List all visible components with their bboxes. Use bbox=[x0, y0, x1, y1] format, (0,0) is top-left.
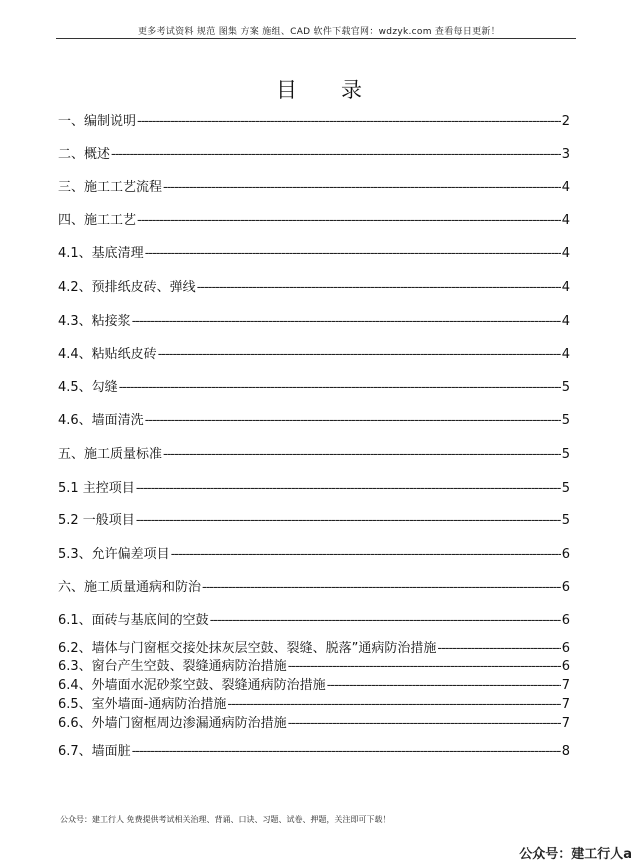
toc-entry-page: 6 bbox=[561, 659, 570, 674]
toc-entry-page: 4 bbox=[561, 280, 570, 295]
toc-entry-page: 2 bbox=[561, 114, 570, 129]
toc-entry[interactable] bbox=[58, 640, 570, 658]
toc-entry[interactable] bbox=[58, 279, 570, 297]
toc-entry-page: 5 bbox=[561, 380, 570, 395]
toc-entry[interactable] bbox=[58, 696, 570, 714]
toc-entry-page: 5 bbox=[561, 413, 570, 428]
toc-entry-label: 5.3、允许偏差项目 bbox=[58, 547, 170, 562]
toc-entry[interactable] bbox=[58, 546, 570, 564]
toc-entry-label: 4.4、粘贴纸皮砖 bbox=[58, 347, 157, 362]
toc-entry-page: 7 bbox=[561, 697, 570, 712]
toc-dot-leader bbox=[227, 696, 560, 714]
toc-entry-label: 6.5、室外墙面-通病防治措施 bbox=[58, 697, 227, 712]
toc-entry-label: 4.3、粘接浆 bbox=[58, 314, 131, 329]
toc-dot-leader bbox=[132, 313, 561, 331]
toc-entry[interactable] bbox=[58, 579, 570, 597]
toc-entry-page: 5 bbox=[561, 513, 570, 528]
toc-entry-page: 6 bbox=[561, 547, 570, 562]
toc-entry-label: 6.7、墙面脏 bbox=[58, 744, 131, 759]
toc-dot-leader bbox=[137, 212, 561, 230]
toc-dot-leader bbox=[197, 279, 561, 297]
toc-entry-page: 7 bbox=[561, 678, 570, 693]
toc-entry-page: 7 bbox=[561, 716, 570, 731]
toc-dot-leader bbox=[137, 113, 561, 131]
toc-entry-label: 二、概述 bbox=[58, 147, 111, 162]
toc-entry-label: 四、施工工艺 bbox=[58, 213, 137, 228]
toc-entry[interactable] bbox=[58, 113, 570, 131]
toc-entry[interactable] bbox=[58, 658, 570, 676]
toc-entry-page: 4 bbox=[561, 314, 570, 329]
toc-entry[interactable] bbox=[58, 146, 570, 164]
toc-entry[interactable] bbox=[58, 512, 570, 530]
toc-entry-label: 4.2、预排纸皮砖、弹线 bbox=[58, 280, 196, 295]
toc-entry-label: 5.1 主控项目 bbox=[58, 481, 135, 496]
toc-dot-leader bbox=[136, 512, 561, 530]
toc-entry-page: 5 bbox=[561, 481, 570, 496]
toc-entry-page: 4 bbox=[561, 180, 570, 195]
toc-entry[interactable] bbox=[58, 446, 570, 464]
page-header-text: 更多考试资料 规范 图集 方案 施组、CAD 软件下载官网：wdzyk.com 查看每日更新！ bbox=[137, 27, 501, 37]
toc-dot-leader bbox=[163, 179, 561, 197]
toc-dot-leader bbox=[111, 146, 561, 164]
toc-entry-label: 六、施工质量通病和防治 bbox=[58, 580, 202, 595]
toc-entry[interactable] bbox=[58, 677, 570, 695]
toc-entry-label: 6.3、窗台产生空鼓、裂缝通病防治措施 bbox=[58, 659, 287, 674]
toc-dot-leader bbox=[158, 346, 561, 364]
toc-dot-leader bbox=[119, 379, 561, 397]
toc-entry-label: 6.2、墙体与门窗框交接处抹灰层空鼓、裂缝、脱落”通病防治措施 bbox=[58, 641, 437, 656]
toc-entry-label: 4.6、墙面清洗 bbox=[58, 413, 144, 428]
toc-entry-page: 6 bbox=[561, 580, 570, 595]
toc-entry[interactable] bbox=[58, 612, 570, 630]
toc-entry[interactable] bbox=[58, 715, 570, 733]
toc-entry[interactable] bbox=[58, 743, 570, 761]
toc-dot-leader bbox=[145, 412, 561, 430]
toc-entry-page: 6 bbox=[561, 641, 570, 656]
toc-dot-leader bbox=[132, 743, 561, 761]
toc-entry-label: 6.6、外墙门窗框周边渗漏通病防治措施 bbox=[58, 716, 287, 731]
toc-entry[interactable] bbox=[58, 379, 570, 397]
toc-entry[interactable] bbox=[58, 480, 570, 498]
toc-entry[interactable] bbox=[58, 179, 570, 197]
toc-entry[interactable] bbox=[58, 313, 570, 331]
toc-dot-leader bbox=[202, 579, 561, 597]
toc-dot-leader bbox=[210, 612, 561, 630]
toc-entry[interactable] bbox=[58, 412, 570, 430]
toc-entry-label: 三、施工工艺流程 bbox=[58, 180, 163, 195]
title-char-2: 录 bbox=[341, 78, 362, 102]
toc-entry-label: 6.1、面砖与基底间的空鼓 bbox=[58, 613, 209, 628]
toc-entry-page: 4 bbox=[561, 347, 570, 362]
toc-entry-page: 5 bbox=[561, 447, 570, 462]
toc-entry[interactable] bbox=[58, 212, 570, 230]
toc-dot-leader bbox=[171, 546, 561, 564]
toc-entry[interactable] bbox=[58, 245, 570, 263]
toc-entry[interactable] bbox=[58, 346, 570, 364]
toc-entry-page: 6 bbox=[561, 613, 570, 628]
watermark-text: 公众号：建工行人a bbox=[519, 847, 632, 862]
toc-entry-label: 5.2 一般项目 bbox=[58, 513, 135, 528]
toc-entry-label: 4.1、基底清理 bbox=[58, 246, 144, 261]
toc-entry-page: 4 bbox=[561, 213, 570, 228]
toc-entry-page: 4 bbox=[561, 246, 570, 261]
toc-dot-leader bbox=[145, 245, 561, 263]
toc-entry-page: 8 bbox=[561, 744, 570, 759]
footer-text: 公众号：建工行人 免费提供考试相关治理、背诵、口诀、习题、试卷、押题，关注即可下载！ bbox=[60, 815, 391, 824]
toc-dot-leader bbox=[437, 640, 560, 658]
toc-entry-page: 3 bbox=[561, 147, 570, 162]
toc-dot-leader bbox=[288, 715, 561, 733]
toc-dot-leader bbox=[327, 677, 561, 695]
toc-dot-leader bbox=[136, 480, 561, 498]
toc-entry-label: 一、编制说明 bbox=[58, 114, 137, 129]
toc-dot-leader bbox=[288, 658, 561, 676]
toc-entry-label: 6.4、外墙面水泥砂浆空鼓、裂缝通病防治措施 bbox=[58, 678, 326, 693]
title-char-1: 目 bbox=[276, 78, 297, 102]
toc-entry-label: 4.5、勾缝 bbox=[58, 380, 118, 395]
toc-dot-leader bbox=[163, 446, 561, 464]
toc-entry-label: 五、施工质量标准 bbox=[58, 447, 163, 462]
